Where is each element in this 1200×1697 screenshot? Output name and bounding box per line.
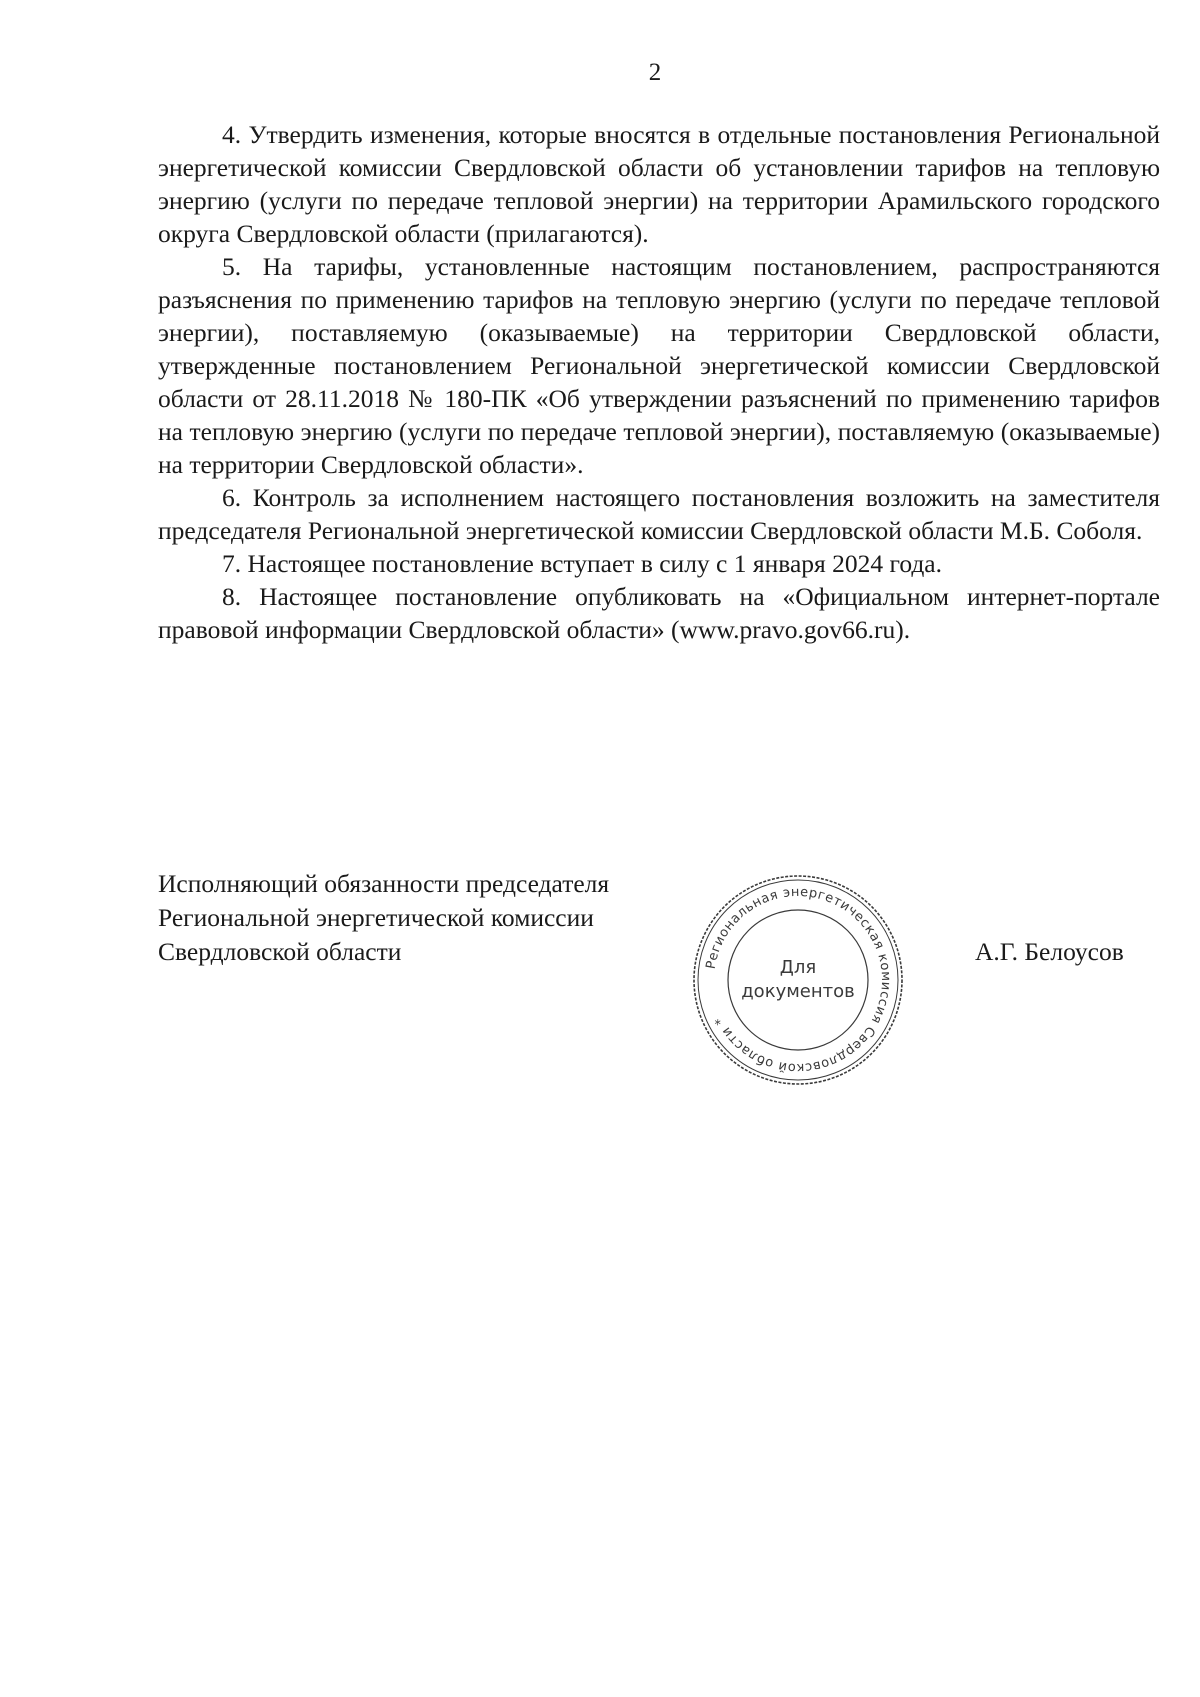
paragraph-4: 4. Утвердить изменения, которые вносятся в отдельные постановления Региональной энергетической комиссии Свердловской области об установлении тарифов на тепловую энергию (услуги по передаче тепловой энергии) на территории Арамильского городского округа Свердловской области (прилагаются). [158,120,1160,248]
official-seal-stamp [688,870,908,1090]
resolution-body [158,118,1160,646]
signer-position-line: Свердловской области [158,937,402,966]
signature-block [158,867,658,969]
signer-position-line: Исполняющий обязанности председателя [158,869,610,898]
paragraph-6: 6. Контроль за исполнением настоящего постановления возложить на заместителя председателя Региональной энергетической комиссии Свердловской области М.Б. Соболя. [158,483,1160,545]
seal-outer-ring [694,876,902,1084]
seal-inner-ring [728,910,868,1050]
seal-ring-text: Региональная энергетическая комиссия Свердловской области * [703,884,894,1076]
paragraph-5: 5. На тарифы, установленные настоящим постановлением, распространяются разъяснения по применению тарифов на тепловую энергию (услуги по передаче тепловой энергии), поставляемую (оказываемые) на территории Свердловской области, утвержденные постановлением Региональной энергетической комиссии Свердловской области от 28.11.2018 № 180-ПК «Об утверждении разъяснений по применению тарифов на тепловую энергию (услуги по передаче тепловой энергии), поставляемую (оказываемые) на территории Свердловской области». [158,252,1160,479]
paragraph-7: 7. Настоящее постановление вступает в силу с 1 января 2024 года. [222,549,943,578]
seal-graphic [688,870,908,1090]
signer-name: А.Г. Белоусов [975,937,1124,966]
paragraph-8: 8. Настоящее постановление опубликовать на «Официальном интернет-портале правовой информации Свердловской области» (www.pravo.gov66.ru). [158,582,1160,644]
page-number: 2 [648,59,662,86]
seal-center-text-2: документов [741,981,855,1002]
signer-position-line: Региональной энергетической комиссии [158,903,594,932]
seal-center-text-1: Для [779,957,817,978]
